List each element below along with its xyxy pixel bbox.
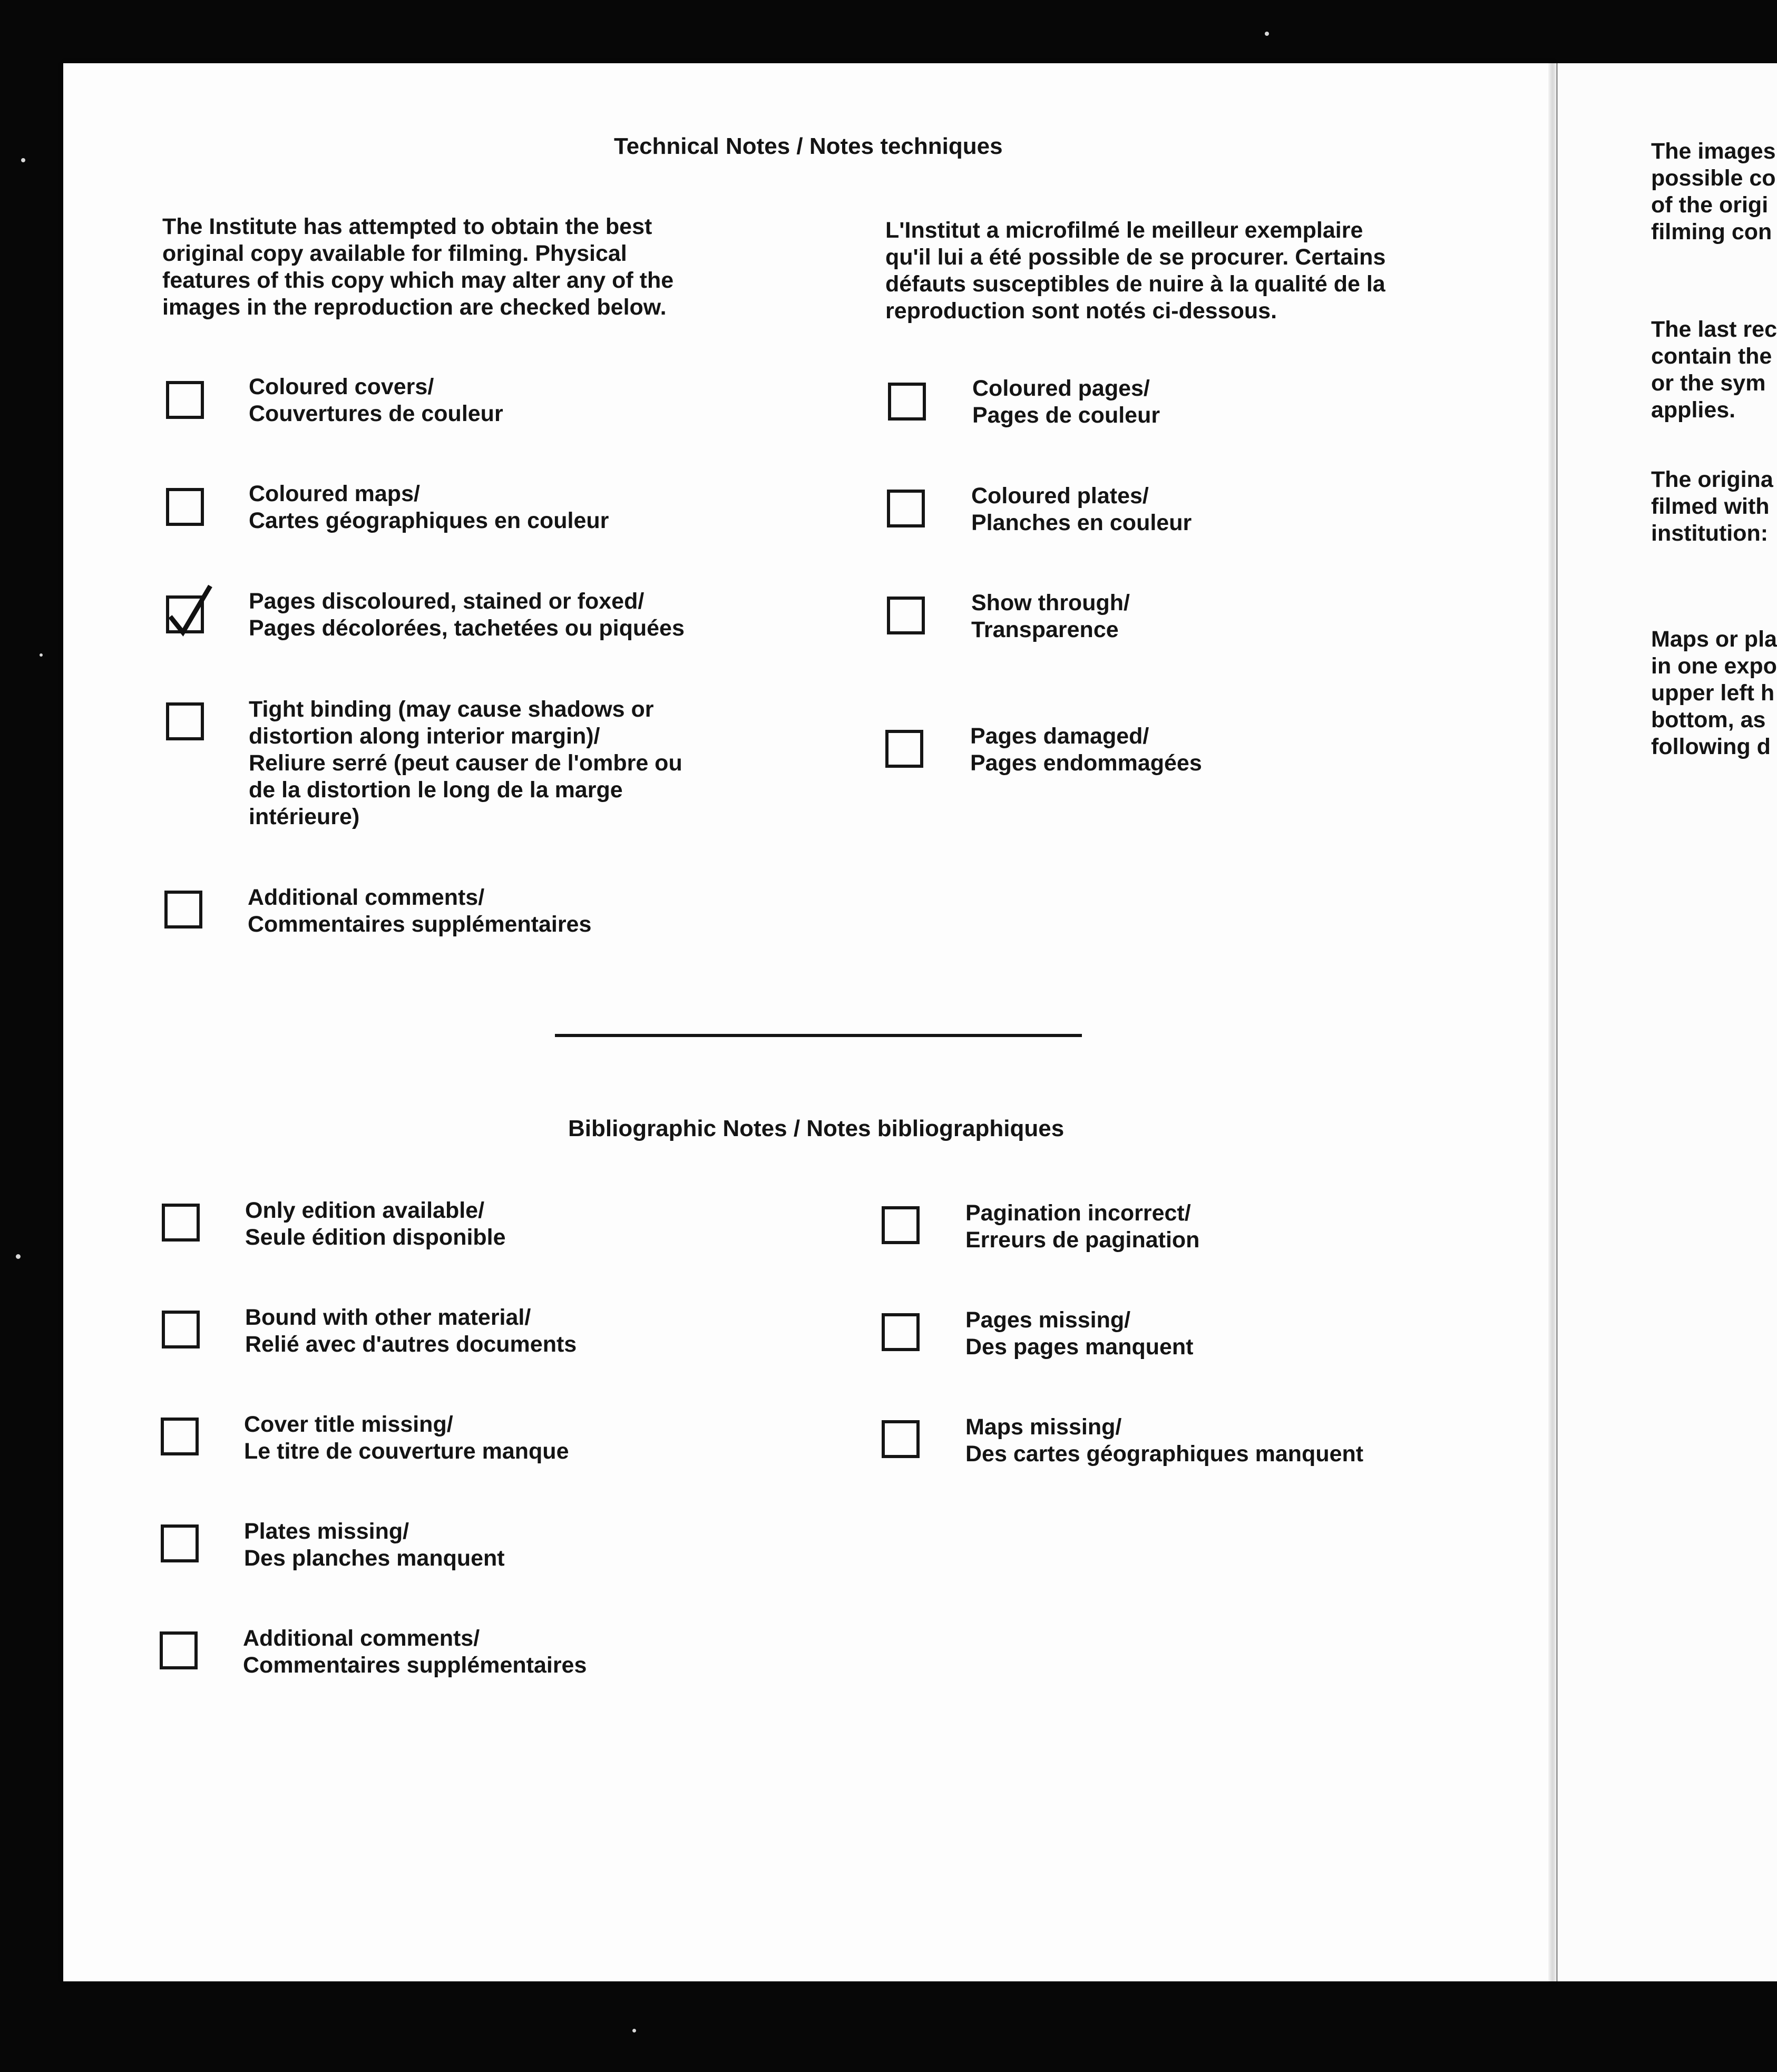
label-line: intérieure): [249, 804, 360, 829]
right-line: institution:: [1651, 521, 1769, 546]
label-line: Pages discoloured, stained or foxed/: [249, 589, 645, 614]
label-line: Pages endommagées: [970, 750, 1202, 776]
section-divider: [555, 1034, 1082, 1037]
label-line: Pages damaged/: [970, 724, 1149, 749]
right-line: Maps or pla: [1651, 627, 1777, 652]
label-line: Additional comments/: [243, 1626, 480, 1651]
right-line: The images: [1651, 139, 1776, 164]
label-line: Coloured plates/: [971, 483, 1149, 509]
label-line: Des planches manquent: [244, 1546, 505, 1571]
intro-fr-line: défauts susceptibles de nuire à la qualité de la: [885, 271, 1385, 297]
intro-en-line: original copy available for filming. Physical: [162, 241, 627, 266]
coloured-pages-checkbox[interactable]: [888, 383, 926, 421]
right-line: in one expo: [1651, 653, 1777, 679]
label-line: Additional comments/: [248, 885, 485, 910]
label-line: Tight binding (may cause shadows or: [249, 697, 654, 722]
left-page: [63, 63, 1555, 1981]
label-line: de la distortion le long de la marge: [249, 777, 623, 803]
label-line: Le titre de couverture manque: [244, 1439, 569, 1464]
label-line: Reliure serré (peut causer de l'ombre ou: [249, 750, 682, 776]
bibliographic-notes-title: Bibliographic Notes / Notes bibliographiques: [568, 1116, 1065, 1141]
intro-fr-line: qu'il lui a été possible de se procurer. Certains: [885, 245, 1386, 270]
label-line: Des pages manquent: [965, 1334, 1194, 1360]
pages-discoloured-checkbox[interactable]: [166, 595, 204, 633]
pages-missing-checkbox[interactable]: [882, 1313, 920, 1351]
intro-en-line: The Institute has attempted to obtain the best: [162, 214, 652, 239]
right-line: filmed with: [1651, 494, 1770, 519]
right-line: contain the: [1651, 344, 1772, 369]
bound-with-checkbox[interactable]: [162, 1311, 200, 1348]
right-line: following d: [1651, 734, 1771, 759]
intro-en-line: features of this copy which may alter any of the: [162, 268, 674, 293]
label-line: Pages de couleur: [972, 403, 1160, 428]
plates-missing-checkbox[interactable]: [161, 1524, 199, 1562]
label-line: Only edition available/: [245, 1198, 485, 1223]
pages-damaged-checkbox[interactable]: [885, 730, 923, 768]
label-line: Show through/: [971, 590, 1130, 615]
label-line: Coloured maps/: [249, 481, 420, 506]
film-speck: [21, 158, 25, 162]
label-line: Maps missing/: [965, 1414, 1122, 1440]
label-line: Pages missing/: [965, 1307, 1131, 1333]
pagination-incorrect-checkbox[interactable]: [882, 1206, 920, 1244]
only-edition-checkbox[interactable]: [162, 1204, 200, 1242]
film-speck: [16, 1254, 21, 1259]
cover-title-missing-checkbox[interactable]: [161, 1418, 199, 1455]
label-line: Seule édition disponible: [245, 1225, 506, 1250]
label-line: Cover title missing/: [244, 1412, 453, 1437]
right-line: possible co: [1651, 165, 1776, 191]
label-line: Pages décolorées, tachetées ou piquées: [249, 615, 685, 641]
maps-missing-checkbox[interactable]: [882, 1420, 920, 1458]
film-speck: [632, 2029, 636, 2032]
technical-additional-comments-checkbox[interactable]: [164, 891, 202, 929]
coloured-plates-checkbox[interactable]: [887, 490, 925, 527]
tight-binding-checkbox[interactable]: [166, 702, 204, 740]
label-line: Cartes géographiques en couleur: [249, 508, 609, 533]
intro-fr-line: L'Institut a microfilmé le meilleur exemplaire: [885, 218, 1363, 243]
label-line: Coloured covers/: [249, 374, 434, 399]
label-line: Planches en couleur: [971, 510, 1192, 535]
label-line: Commentaires supplémentaires: [243, 1653, 587, 1678]
right-line: or the sym: [1651, 370, 1766, 396]
checkmark-icon: [166, 584, 213, 637]
label-line: Pagination incorrect/: [965, 1200, 1191, 1226]
label-line: Bound with other material/: [245, 1305, 531, 1330]
label-line: Relié avec d'autres documents: [245, 1332, 577, 1357]
right-line: filming con: [1651, 219, 1772, 245]
right-line: The last rec: [1651, 317, 1777, 342]
label-line: Plates missing/: [244, 1519, 409, 1544]
label-line: Erreurs de pagination: [965, 1227, 1200, 1253]
label-line: Des cartes géographiques manquent: [965, 1441, 1364, 1467]
right-line: bottom, as: [1651, 707, 1766, 732]
coloured-maps-checkbox[interactable]: [166, 488, 204, 526]
show-through-checkbox[interactable]: [887, 597, 925, 634]
label-line: Couvertures de couleur: [249, 401, 503, 426]
right-line: The origina: [1651, 467, 1773, 492]
page-fold: [1548, 63, 1557, 1981]
coloured-covers-checkbox[interactable]: [166, 381, 204, 419]
film-speck: [1265, 32, 1269, 36]
technical-notes-title: Technical Notes / Notes techniques: [614, 133, 1003, 159]
label-line: Commentaires supplémentaires: [248, 912, 592, 937]
label-line: distortion along interior margin)/: [249, 724, 600, 749]
right-line: upper left h: [1651, 680, 1775, 706]
film-speck: [40, 653, 43, 657]
label-line: Coloured pages/: [972, 376, 1150, 401]
intro-en-line: images in the reproduction are checked below.: [162, 295, 667, 320]
right-line: of the origi: [1651, 192, 1769, 218]
label-line: Transparence: [971, 617, 1119, 642]
bibliographic-additional-comments-checkbox[interactable]: [160, 1631, 198, 1669]
intro-fr-line: reproduction sont notés ci-dessous.: [885, 298, 1277, 324]
right-line: applies.: [1651, 397, 1736, 423]
